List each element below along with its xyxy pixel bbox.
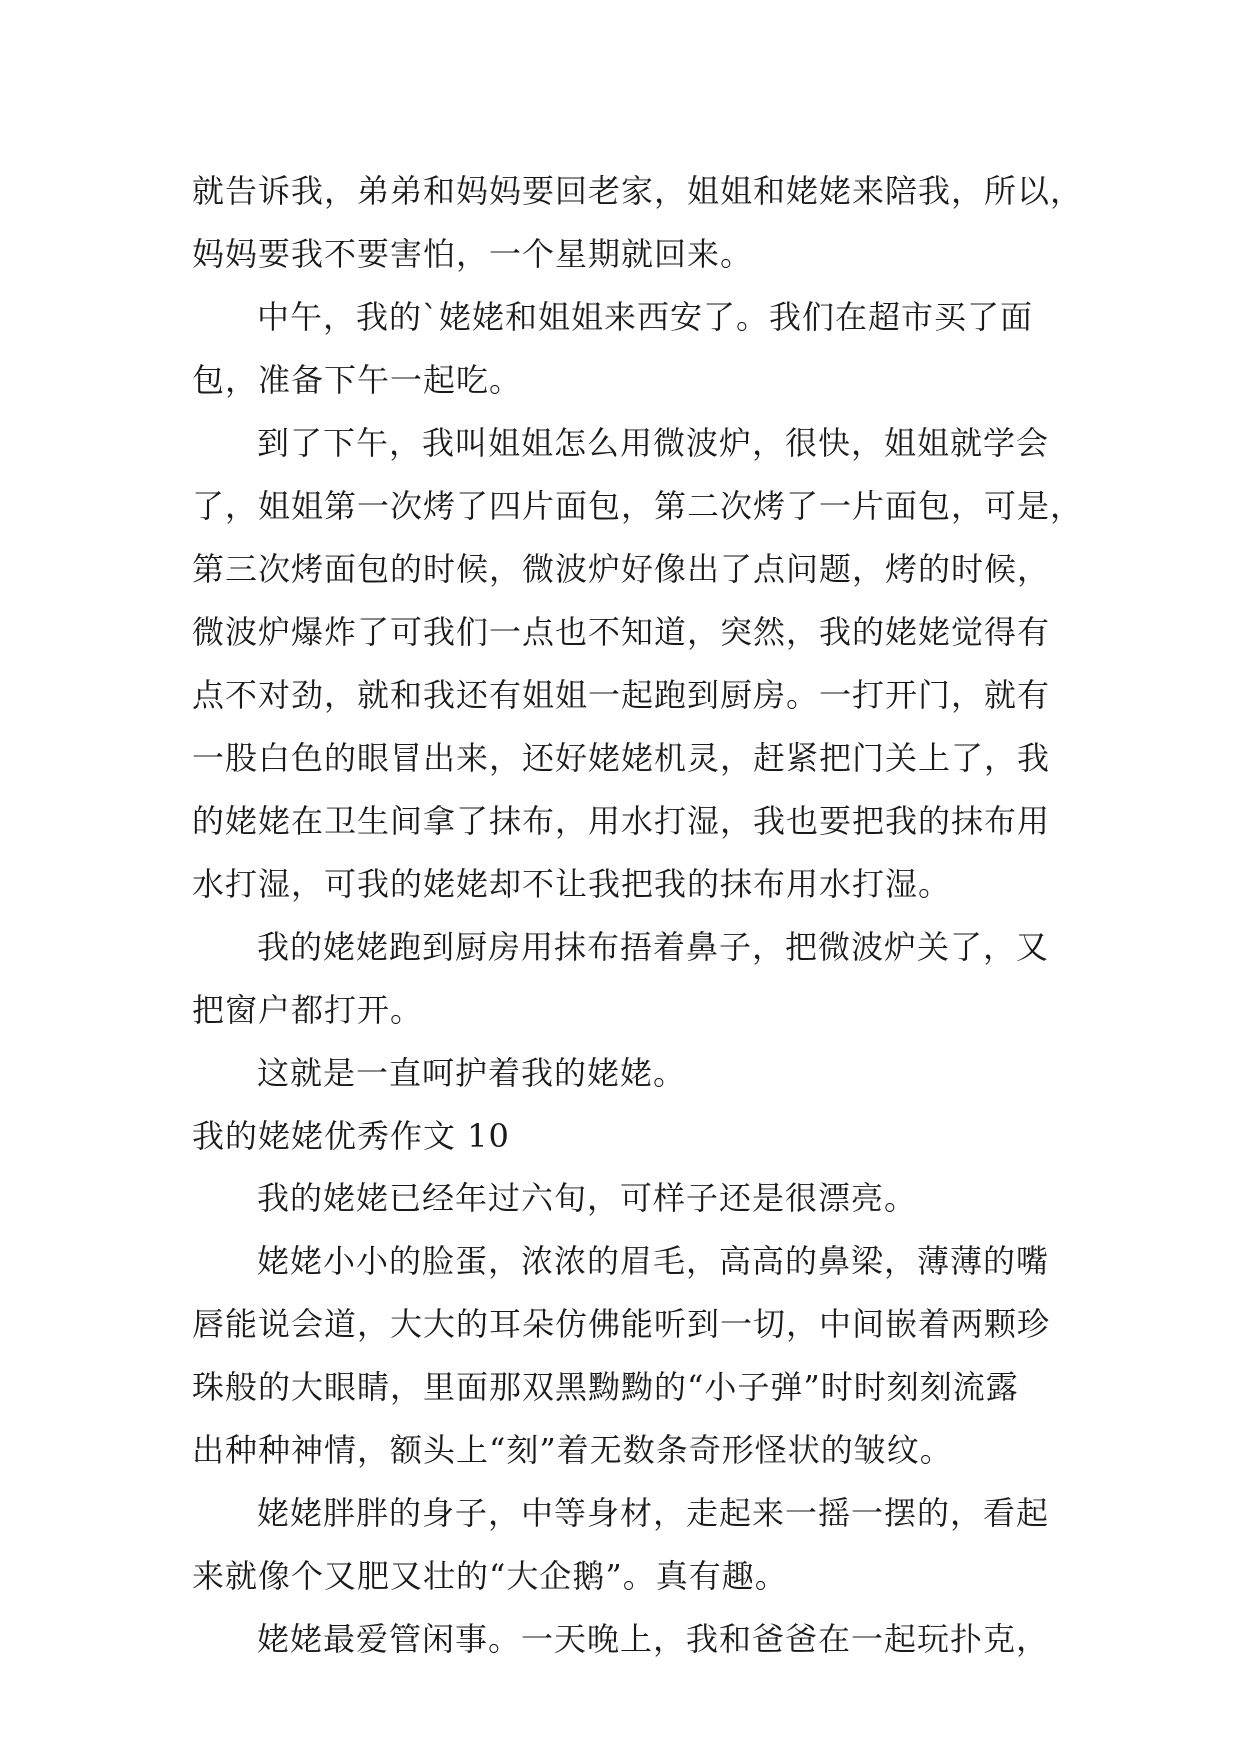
text-line: 的姥姥在卫生间拿了抹布，用水打湿，我也要把我的抹布用 xyxy=(192,802,1051,840)
text-line: 包，准备下午一起吃。 xyxy=(192,361,523,399)
paragraph-start-line: 这就是一直呵护着我的姥姥。 xyxy=(257,1054,687,1092)
text-line: 第三次烤面包的时候，微波炉好像出了点问题，烤的时候， xyxy=(192,550,1051,588)
paragraph-start-line: 姥姥最爱管闲事。一天晚上，我和爸爸在一起玩扑克， xyxy=(257,1620,1050,1658)
text-line: 来就像个又肥又壮的“大企鹅”。真有趣。 xyxy=(192,1557,788,1595)
text-line: 一股白色的眼冒出来，还好姥姥机灵，赶紧把门关上了，我 xyxy=(192,739,1051,777)
text-line: 点不对劲，就和我还有姐姐一起跑到厨房。一打开门，就有 xyxy=(192,676,1051,714)
paragraph-start-line: 我的姥姥已经年过六旬，可样子还是很漂亮。 xyxy=(257,1179,918,1217)
text-line: 出种种神情，额头上“刻”着无数条奇形怪状的皱纹。 xyxy=(192,1431,953,1469)
paragraph-start-line: 我的姥姥跑到厨房用抹布捂着鼻子，把微波炉关了，又 xyxy=(257,928,1050,966)
text-line: 水打湿，可我的姥姥却不让我把我的抹布用水打湿。 xyxy=(192,865,952,903)
document-page xyxy=(192,160,1084,1671)
text-line: 唇能说会道，大大的耳朵仿佛能听到一切，中间嵌着两颗珍 xyxy=(192,1305,1051,1343)
text-line: 珠般的大眼睛，里面那双黑黝黝的“小子弹”时时刻刻流露 xyxy=(192,1368,1019,1406)
text-line: 了，姐姐第一次烤了四片面包，第二次烤了一片面包，可是， xyxy=(192,487,1084,525)
text-line: 妈妈要我不要害怕，一个星期就回来。 xyxy=(192,235,754,273)
paragraph-start-line: 到了下午，我叫姐姐怎么用微波炉，很快，姐姐就学会 xyxy=(257,424,1050,462)
paragraph-start-line: 姥姥小小的脸蛋，浓浓的眉毛，高高的鼻梁，薄薄的嘴 xyxy=(257,1242,1050,1280)
text-line: 微波炉爆炸了可我们一点也不知道，突然，我的姥姥觉得有 xyxy=(192,613,1051,651)
paragraph-start-line: 姥姥胖胖的身子，中等身材，走起来一摇一摆的，看起 xyxy=(257,1494,1050,1532)
section-title: 我的姥姥优秀作文 10 xyxy=(192,1117,510,1155)
text-line: 把窗户都打开。 xyxy=(192,991,424,1029)
paragraph-start-line: 中午，我的`姥姥和姐姐来西安了。我们在超市买了面 xyxy=(257,298,1034,336)
text-line: 就告诉我，弟弟和妈妈要回老家，姐姐和姥姥来陪我，所以， xyxy=(192,172,1084,210)
